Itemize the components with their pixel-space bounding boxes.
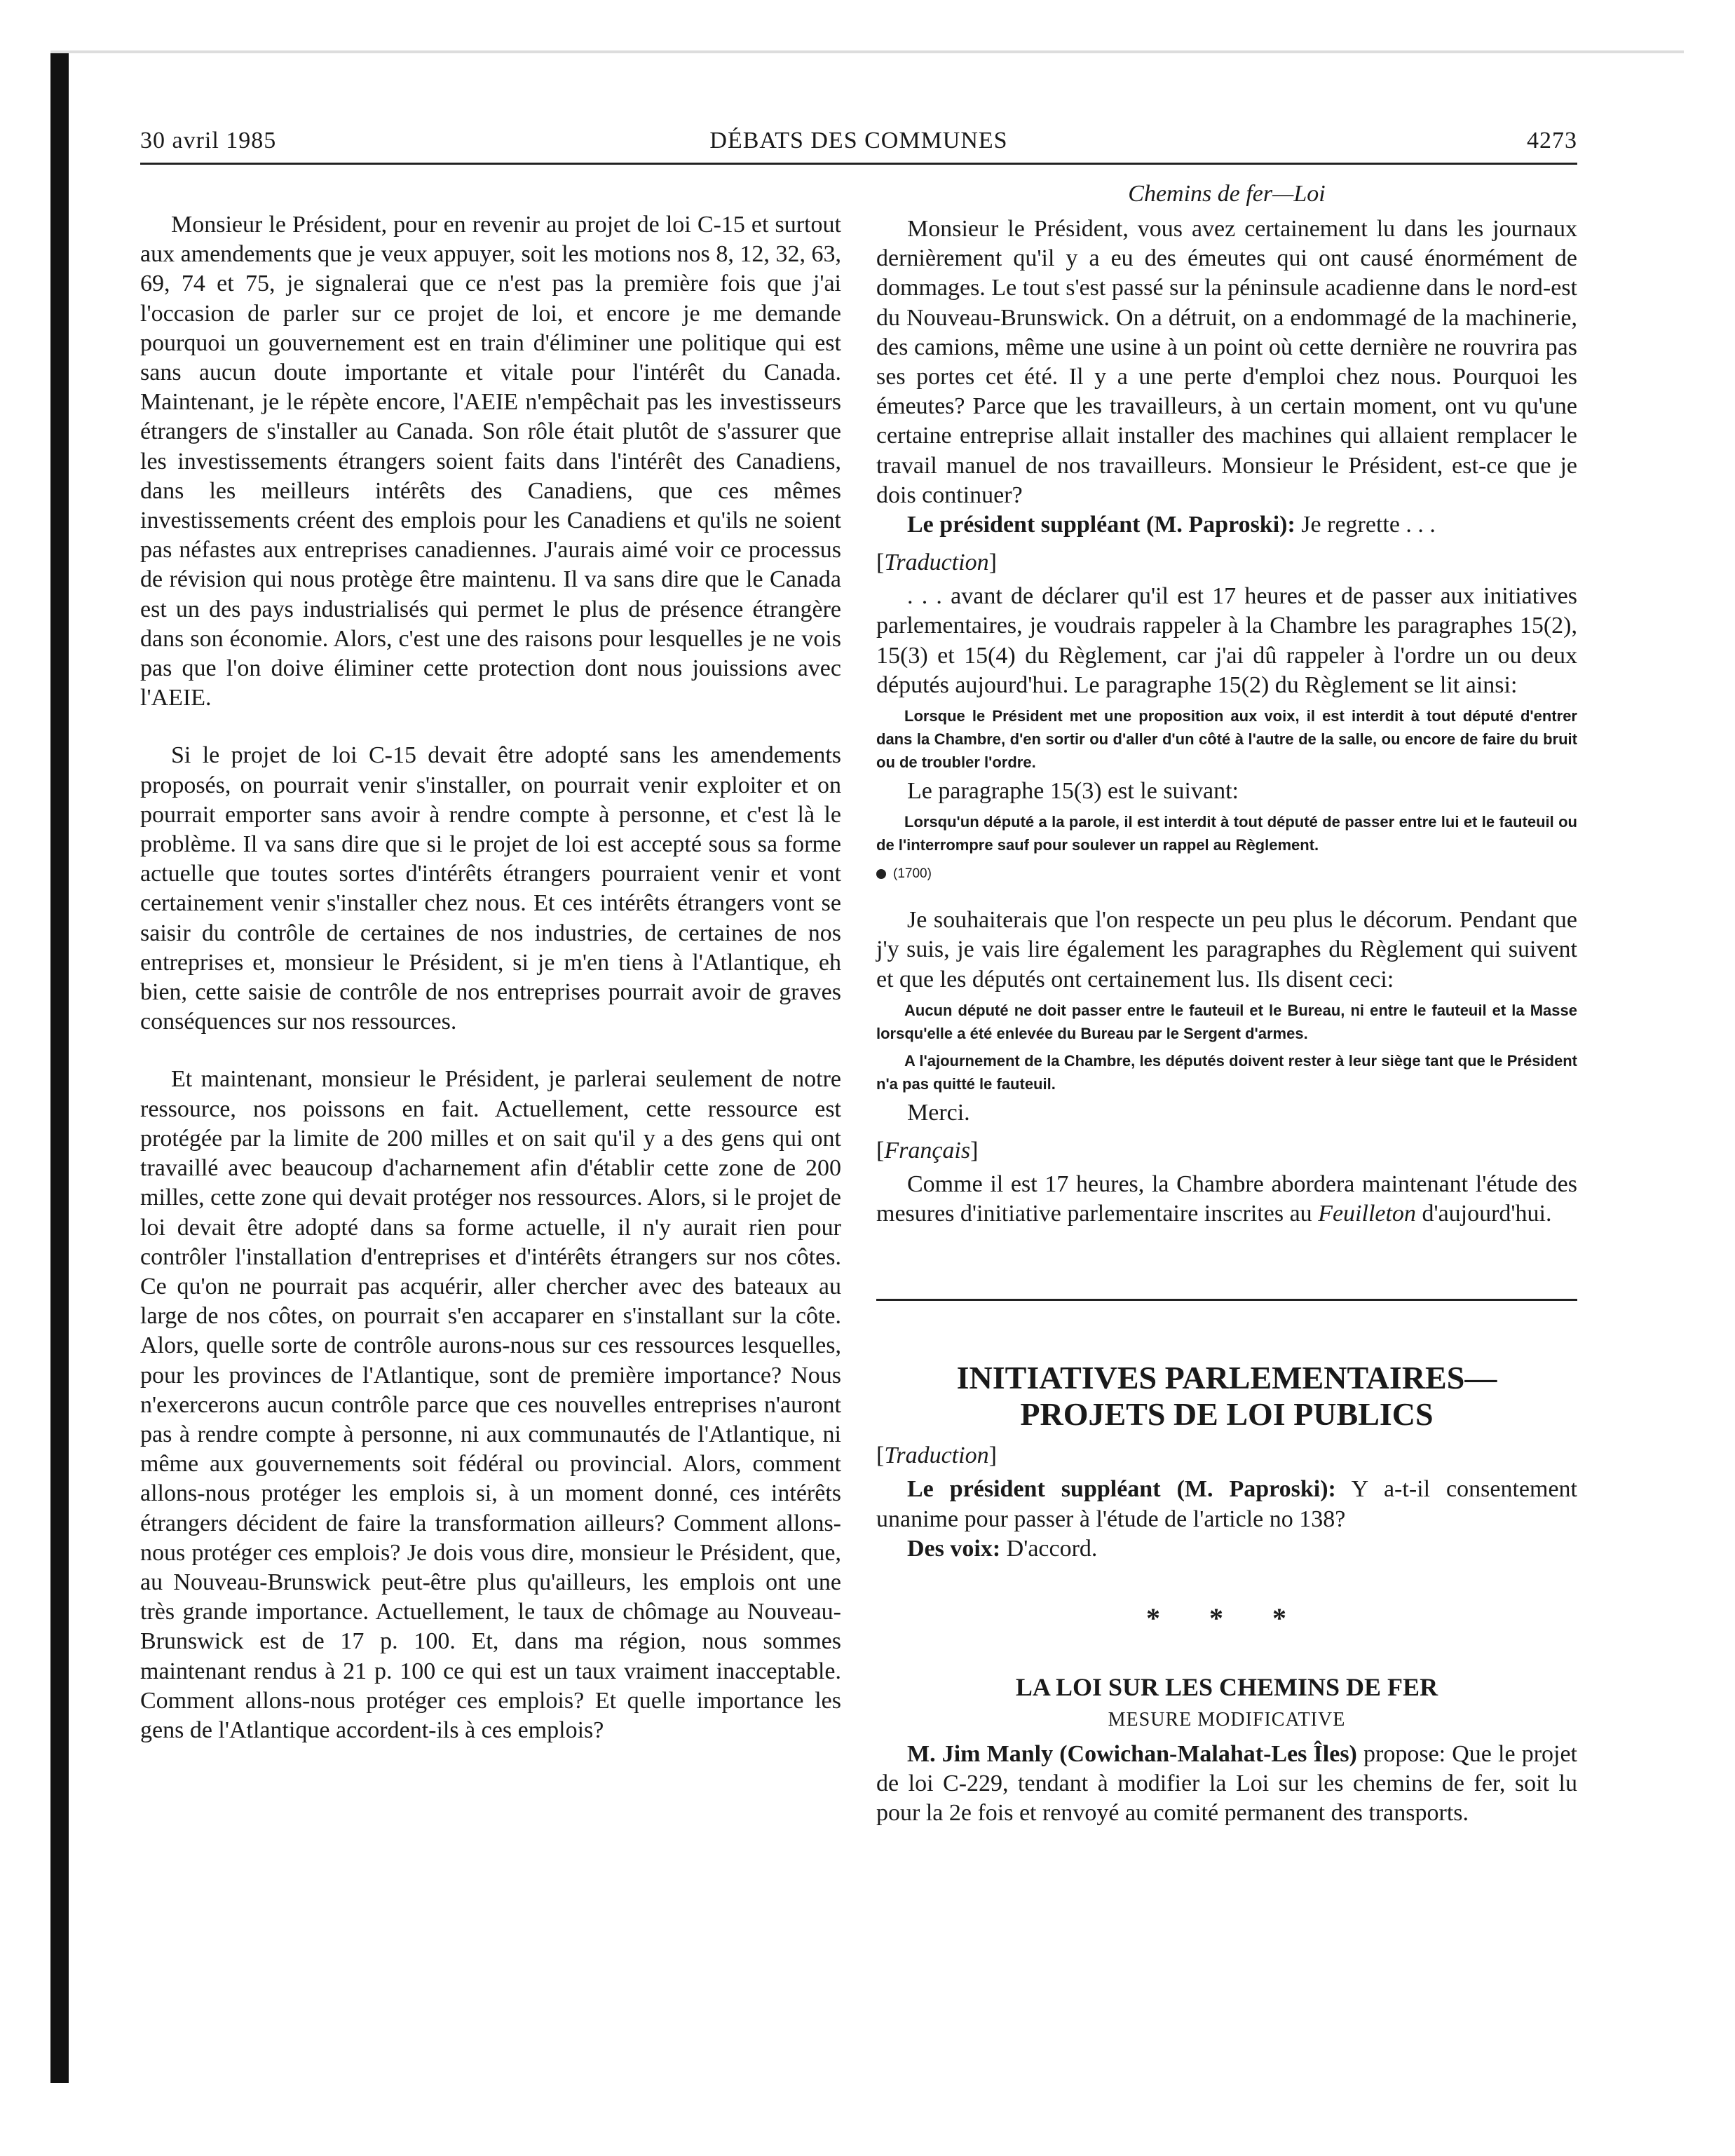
right-paragraph-1: Monsieur le Président, vous avez certainement lu dans les journaux dernièrement qu'il y a eu des émeutes qui ont causé énormément de dommages. Le tout s'est passé sur la péninsule acadienne dans le nord-est du Nouveau-Brunswick. On a détruit, on a endommagé de la machinerie, des camions, même une usine à un point où cette dernière ne rouvrira pas ses portes cet été. Il y a une perte d'emploi chez nous. Pourquoi les émeutes? Parce que les travailleurs, à un certain moment, ont vu qu'une certaine entreprise allait installer des machines qui allaient remplacer le travail manuel de nos travailleurs. Monsieur le Président, est-ce que je dois continuer? — [876, 216, 1577, 508]
bullet-icon — [876, 869, 886, 879]
section-title — [876, 1360, 1577, 1433]
speaker-text: Je regrette . . . — [1295, 512, 1436, 538]
language-marker: [Traduction] — [876, 550, 997, 576]
standing-order-quote: Aucun député ne doit passer entre le fauteuil et le Bureau, ni entre le fauteuil et la Masse lorsqu'elle a été enlevée du Bureau par le Sergent d'armes. — [876, 1001, 1577, 1042]
speaker-name: M. Jim Manly (Cowichan-Malahat-Les Îles) — [907, 1741, 1357, 1768]
speaker-name: Le président suppléant (M. Paproski): — [907, 1476, 1336, 1503]
scan-border-top — [50, 50, 1684, 53]
language-marker: [Français] — [876, 1138, 979, 1164]
standing-order-quote: A l'ajournement de la Chambre, les députés doivent rester à leur siège tant que le Président n'a pas quitté le fauteuil. — [876, 1051, 1577, 1093]
left-column — [140, 210, 841, 1745]
speaker-entry-2 — [876, 1475, 1577, 1534]
paragraph-italic: Feuilleton — [1318, 1201, 1416, 1227]
page-header — [140, 126, 1577, 165]
header-date: 30 avril 1985 — [140, 128, 277, 153]
left-paragraph-1: Monsieur le Président, pour en revenir au projet de loi C-15 et surtout aux amendements que je veux appuyer, soit les motions nos 8, 12, 32, 63, 69, 74 et 75, je signalerai que ce n'est pas la première fois que j'ai l'occasion de parler sur ce projet de loi, et encore je me demande pourquoi un gouvernement est en train d'éliminer une politique qui est sans aucun doute importante et vitale pour l'intérêt du Canada. Maintenant, je le répète encore, l'AEIE n'empêchait pas les investisseurs étrangers de s'installer au Canada. Son rôle était plutôt de s'assurer que les investissements étrangers soient faits dans l'intérêt des Canadiens, dans les meilleurs intérêts des Canadiens, que ces mêmes investissements créent des emplois pour les Canadiens et qu'ils ne soient pas néfastes aux entreprises canadiennes. J'aurais aimé voir ce processus de révision qui nous protège être maintenu. Il va sans dire que le Canada est un des pays industrialisés qui permet le plus de présence étrangère dans son économie. Alors, c'est une des raisons pour lesquelles je ne vois pas que l'on doive éliminer cette protection dont nous jouissions avec l'AEIE. — [140, 212, 841, 711]
speaker-name: Le président suppléant (M. Paproski): — [907, 512, 1295, 538]
timestamp-text: (1700) — [893, 866, 932, 882]
language-marker-text: Traduction — [884, 1442, 989, 1469]
right-column — [876, 179, 1577, 1829]
standing-order-quote: Lorsque le Président met une proposition aux voix, il est interdit à tout député d'entrer dans la Chambre, d'en sortir ou d'aller d'un côté à l'autre de la salle, ou encore de faire du bruit ou de troubler l'ordre. — [876, 707, 1577, 772]
left-paragraph-2: Si le projet de loi C-15 devait être adopté sans les amendements proposés, on pourrait venir s'installer, on pourrait venir exploiter et on pourrait emporter sans avoir à rendre compte à personne, et c'est là le problème. Il va sans dire que si le projet de loi est accepté sous sa forme actuelle que toutes sortes d'intérêts étrangers pourraient venir et vont certainement venir s'installer chez nous. Et ces intérêts étrangers vont se saisir du contrôle de certaines de nos industries, de certaines de nos entreprises et, monsieur le Président, si je m'en tiens à l'Atlantique, eh bien, cette saisie de contrôle de nos entreprises pourrait avoir de graves conséquences sur nos ressources. — [140, 742, 841, 1035]
right-paragraph-6 — [876, 1170, 1577, 1229]
timestamp — [876, 866, 1577, 882]
paragraph-text: Comme il est 17 heures, la Chambre abordera maintenant l'étude des mesures d'initiative parlementaire inscrites au — [876, 1171, 1577, 1227]
right-paragraph-2: . . . avant de déclarer qu'il est 17 heures et de passer aux initiatives parlementaires, je voudrais rappeler à la Chambre les paragraphes 15(2), 15(3) et 15(4) du Règlement, car j'ai dû rappeler à l'ordre un ou deux députés aujourd'hui. Le paragraphe 15(2) du Règlement se lit ainsi: — [876, 583, 1577, 698]
language-marker-text: Français — [884, 1138, 971, 1164]
section-title-line-2: PROJETS DE LOI PUBLICS — [1020, 1396, 1434, 1433]
speaker-text: Y a-t-il consentement unanime pour passer à l'étude de l'article no 138? — [876, 1476, 1577, 1532]
right-paragraph-5: Merci. — [907, 1099, 970, 1126]
subsection-title: LA LOI SUR LES CHEMINS DE FER — [1015, 1673, 1438, 1702]
language-marker-text: Traduction — [884, 550, 989, 576]
standing-order-quote: Lorsqu'un député a la parole, il est interdit à tout député de passer entre lui et le fauteuil ou de l'interrompre sauf pour soulever un rappel au Règlement. — [876, 813, 1577, 854]
page-number: 4273 — [1527, 128, 1577, 153]
document-page — [140, 126, 1577, 2061]
right-paragraph-3: Le paragraphe 15(3) est le suivant: — [907, 778, 1239, 805]
speaker-text: D'accord. — [1000, 1535, 1098, 1562]
header-title: DÉBATS DES COMMUNES — [709, 128, 1008, 153]
speaker-entry-4 — [876, 1740, 1577, 1829]
speaker-entry-1 — [876, 510, 1577, 540]
section-divider — [876, 1299, 1577, 1301]
speaker-name: Des voix: — [907, 1535, 1001, 1562]
running-title: Chemins de fer—Loi — [1128, 181, 1326, 207]
scan-border — [50, 50, 69, 2083]
speaker-text: propose: Que le projet de loi C-229, tendant à modifier la Loi sur les chemins de fer, soit lu pour la 2e fois et renvoyé au comité permanent des transports. — [876, 1741, 1577, 1827]
speaker-entry-3 — [876, 1534, 1577, 1564]
section-title-line-1: INITIATIVES PARLEMENTAIRES— — [956, 1360, 1497, 1396]
left-paragraph-3: Et maintenant, monsieur le Président, je parlerai seulement de notre ressource, nos poissons en fait. Actuellement, cette ressource est protégée par la limite de 200 milles et on sait qu'il y a des gens qui ont travaillé avec beaucoup d'acharnement afin d'établir cette zone de 200 milles, cette zone qui devait protéger nos ressources. Alors, si le projet de loi devait être adopté dans sa forme actuelle, il n'y aurait rien pour contrôler l'installation d'entreprises et d'intérêts étrangers sur nos côtes. Ce qu'on ne pourrait pas acquérir, aller chercher avec des bateaux au large de nos côtes, on pourrait s'en accaparer en s'installant sur la côte. Alors, quelle sorte de contrôle aurons-nous sur ces ressources lesquelles, pour les provinces de l'Atlantique, sont de première importance? Nous n'exercerons aucun contrôle parce que ces nouvelles entreprises n'auront pas à rendre compte à personne, ni aux communautés de l'Atlantique, ni même aux gouvernements soit fédéral ou provincial. Alors, comment allons-nous protéger les emplois si, à un moment donné, ces intérêts étrangers décident de faire la transformation ailleurs? Comment allons-nous protéger ces emplois? Je dois vous dire, monsieur le Président, que, au Nouveau-Brunswick peut-être plus qu'ailleurs, les emplois ont une très grande importance. Actuellement, le taux de chômage au Nouveau-Brunswick est de 17 p. 100. Et, dans ma région, nous sommes maintenant rendus à 21 p. 100 ce qui est un taux vraiment inacceptable. Comment allons-nous protéger ces emplois? Et quelle importance les gens de l'Atlantique accordent-ils à ces emplois? — [140, 1066, 841, 1743]
subsection-subtitle: MESURE MODIFICATIVE — [1108, 1709, 1346, 1731]
right-paragraph-4: Je souhaiterais que l'on respecte un peu plus le décorum. Pendant que j'y suis, je vais lire également les paragraphes du Règlement qui suivent et que les députés ont certainement lus. Ils disent ceci: — [876, 907, 1577, 992]
language-marker: [Traduction] — [876, 1442, 997, 1469]
paragraph-text-end: d'aujourd'hui. — [1415, 1201, 1552, 1227]
section-separator-stars: * * * — [1146, 1602, 1307, 1635]
